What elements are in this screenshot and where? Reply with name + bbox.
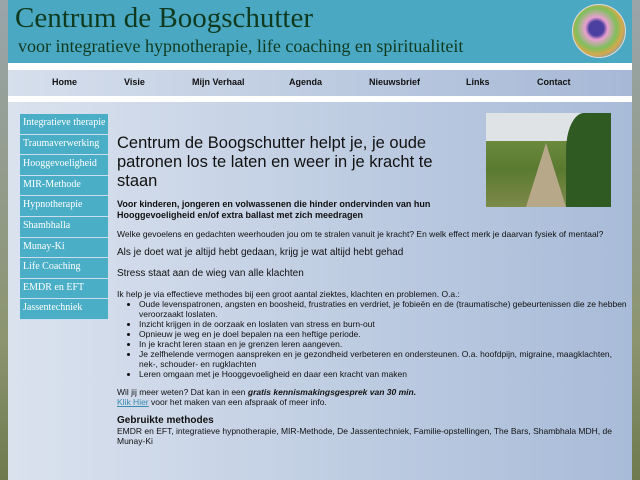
cta-bold: gratis kennismakingsgesprek van 30 min. — [247, 387, 417, 397]
list-item: • Leren omgaan met je Hooggevoeligheid en daar een kracht van maken — [139, 369, 627, 379]
sidebar-item-hooggevoeligheid[interactable]: Hooggevoeligheid — [20, 155, 108, 176]
question-text: Welke gevoelens en gedachten weerhouden jou om te stralen vanuit je kracht? En welk effect merk je daarvan fysiek of mentaal? — [117, 229, 604, 239]
nav-links[interactable]: Links — [466, 77, 490, 87]
nav-mijn-verhaal[interactable]: Mijn Verhaal — [192, 77, 245, 87]
cta-text — [117, 387, 627, 407]
sidebar-item-traumaverwerking[interactable]: Traumaverwerking — [20, 135, 108, 156]
list-item: • Opnieuw je weg en je doel bepalen na een heftige periode. — [139, 329, 627, 339]
divider — [8, 63, 632, 70]
header — [8, 0, 632, 63]
nav-home[interactable]: Home — [52, 77, 78, 87]
main-content — [117, 134, 627, 454]
logo — [572, 4, 626, 58]
list-item: • Je zelfhelende vermogen aanspreken en je gezondheid verbeteren en ondersteunen. O.a. hoofdpijn, migraine, maagklachten, nek-, schouder- en rugklachten — [139, 349, 627, 369]
sidebar-item-jassentechniek[interactable]: Jassentechniek — [20, 299, 108, 320]
list-item: • In je kracht leren staan en je grenzen leren aangeven. — [139, 339, 627, 349]
nav-contact[interactable]: Contact — [537, 77, 571, 87]
methods-title: Gebruikte methodes — [117, 415, 214, 426]
site-subtitle: voor integratieve hypnotherapie, life coaching en spiritualiteit — [18, 36, 464, 56]
sidebar-item-shambhalla[interactable]: Shambhalla — [20, 217, 108, 238]
top-nav — [8, 70, 632, 96]
cta-prefix: Wil jij meer weten? Dat kan in een — [117, 387, 248, 397]
page-heading: Centrum de Boogschutter helpt je, je oude patronen los te laten en weer in je kracht te staan — [117, 134, 433, 190]
link-suffix: voor het maken van een afspraak of meer info. — [148, 397, 327, 407]
list-item: • Oude levenspatronen, angsten en boosheid, frustraties en verdriet, je fobieën en de (traumatische) gebeurtenissen die ze hebben veroorzaakt loslaten. — [139, 299, 627, 319]
quote-1: Als je doet wat je altijd hebt gedaan, krijg je wat altijd hebt gehad — [117, 247, 404, 258]
content — [8, 102, 632, 480]
intro-text: Ik help je via effectieve methodes bij een groot aantal ziektes, klachten en problemen. O.a.: — [117, 289, 460, 299]
klik-hier-link[interactable]: Klik Hier — [117, 397, 149, 407]
list-item: • Inzicht krijgen in de oorzaak en loslaten van stress en burn-out — [139, 319, 627, 329]
sidebar-item-munay-ki[interactable]: Munay-Ki — [20, 238, 108, 259]
sidebar — [20, 114, 108, 320]
benefits-list — [117, 299, 627, 379]
sidebar-item-integratieve-therapie[interactable]: Integratieve therapie — [20, 114, 108, 135]
sidebar-item-life-coaching[interactable]: Life Coaching — [20, 258, 108, 279]
lead-text: Voor kinderen, jongeren en volwassenen die hinder ondervinden van hun Hooggevoeligheid en/of extra ballast met zich meedragen — [117, 199, 431, 220]
nav-agenda[interactable]: Agenda — [289, 77, 323, 87]
sidebar-item-hypnotherapie[interactable]: Hypnotherapie — [20, 196, 108, 217]
sidebar-item-emdr-en-eft[interactable]: EMDR en EFT — [20, 279, 108, 300]
sidebar-item-mir-methode[interactable]: MIR-Methode — [20, 176, 108, 197]
nav-nieuwsbrief[interactable]: Nieuwsbrief — [369, 77, 421, 87]
methods-text: EMDR en EFT, integratieve hypnotherapie, MIR-Methode, De Jassentechniek, Familie-opstellingen, The Bars, Shambhala MDH, de Munay-Ki — [117, 426, 612, 446]
quote-2: Stress staat aan de wieg van alle klachten — [117, 268, 304, 279]
site-title: Centrum de Boogschutter — [15, 2, 314, 34]
nav-visie[interactable]: Visie — [124, 77, 145, 87]
